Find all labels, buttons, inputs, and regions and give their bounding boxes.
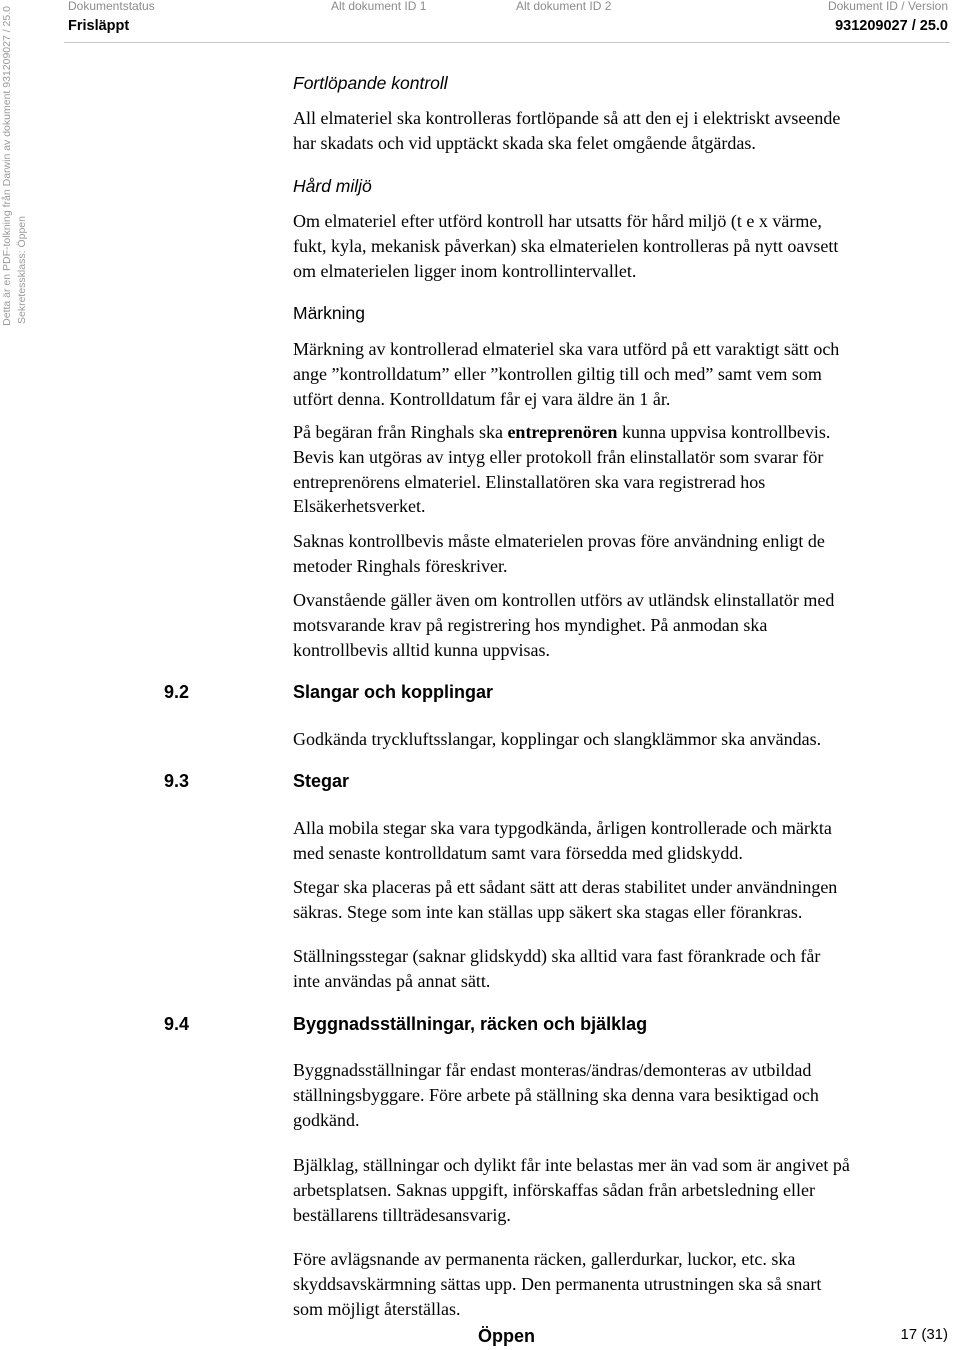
- paragraph-9-4-2: [293, 1153, 953, 1227]
- doc-id-label: Dokument ID / Version: [827, 0, 948, 13]
- paragraph-markning-3: [293, 529, 953, 579]
- section-title-9-2: Slangar och kopplingar: [293, 682, 494, 702]
- doc-id-value: 931209027 / 25.0: [835, 18, 948, 34]
- text-line: Godkända tryckluftsslangar, kopplingar och slangklämmor ska användas.: [293, 729, 822, 749]
- emphasis-entreprenoren: entreprenören: [507, 422, 618, 442]
- section-number-9-2: 9.2: [164, 682, 190, 702]
- text-line: om elmaterielen ligger inom kontrollintervallet.: [293, 260, 637, 281]
- subheading-fortlopande: Fortlöpande kontroll: [293, 73, 448, 93]
- section-number-9-4: 9.4: [164, 1014, 190, 1034]
- paragraph-markning-2: [293, 420, 953, 519]
- text-line: Ställningsstegar (saknar glidskydd) ska alltid vara fast förankrade och får: [293, 946, 821, 966]
- alt-id-2-label: Alt dokument ID 2: [516, 0, 612, 13]
- section-title-9-4: Byggnadsställningar, räcken och bjälklag: [293, 1014, 648, 1034]
- text-line: Byggnadsställningar får endast monteras/ändras/demonteras av utbildad: [293, 1060, 812, 1080]
- paragraph-markning-4: [293, 588, 953, 662]
- paragraph-9-3-1: [293, 816, 953, 866]
- subheading-hard-miljo: Hård miljö: [293, 176, 372, 196]
- text-line: Elsäkerhetsverket.: [293, 496, 426, 517]
- text-line: har skadats och vid upptäckt skada ska felet omgående åtgärdas.: [293, 132, 756, 153]
- text-line: ställningsbyggare. Före arbete på ställning ska denna vara besiktigad och: [293, 1084, 819, 1105]
- section-title-9-3: Stegar: [293, 771, 350, 791]
- text-line: Om elmateriel efter utförd kontroll har utsatts för hård miljö (t e x värme,: [293, 211, 822, 231]
- text-line: motsvarande krav på registrering hos myndighet. På anmodan ska: [293, 614, 768, 635]
- text-line: ange ”kontrolldatum” eller ”kontrollen giltig till och med” samt vem som: [293, 363, 822, 384]
- text-line: Bjälklag, ställningar och dylikt får inte belastas mer än vad som är angivet på: [293, 1155, 850, 1175]
- text-line: säkras. Stege som inte kan ställas upp säkert ska stagas eller förankras.: [293, 901, 803, 922]
- text-line: All elmateriel ska kontrolleras fortlöpande så att den ej i elektriskt avseende: [293, 108, 841, 128]
- side-text-classification: [16, 6, 28, 324]
- text-line: Före avlägsnande av permanenta räcken, gallerdurkar, luckor, etc. ska: [293, 1249, 796, 1269]
- status-label: Dokumentstatus: [68, 0, 155, 13]
- alt-id-1-label: Alt dokument ID 1: [331, 0, 427, 13]
- paragraph-9-2: [293, 727, 953, 752]
- text-run: kunna uppvisa kontrollbevis.: [617, 422, 831, 442]
- text-line: Stegar ska placeras på ett sådant sätt att deras stabilitet under användningen: [293, 877, 838, 897]
- text-line: som möjligt återställas.: [293, 1298, 461, 1319]
- text-line: Ovanstående gäller även om kontrollen utförs av utländsk elinstallatör med: [293, 590, 835, 610]
- side-text-source: Detta är en PDF-tolkning från Darwin av dokument 931209027 / 25.0: [1, 6, 13, 326]
- status-value: Frisläppt: [68, 18, 130, 34]
- page-number: 17 (31): [900, 1326, 948, 1343]
- text-line: Märkning av kontrollerad elmateriel ska vara utförd på ett varaktigt sätt och: [293, 339, 840, 359]
- section-number-9-3: 9.3: [164, 771, 190, 791]
- paragraph-markning-1: [293, 337, 953, 411]
- text-line: [293, 420, 953, 445]
- text-run: På begäran från Ringhals ska: [293, 422, 508, 442]
- text-line: Bevis kan utgöras av intyg eller protokoll från elinstallatör som svarar för: [293, 446, 824, 467]
- paragraph-9-3-2: [293, 875, 953, 925]
- text-line: Alla mobila stegar ska vara typgodkända, årligen kontrollerade och märkta: [293, 818, 832, 838]
- header-divider: [64, 42, 950, 43]
- paragraph-fortlopande: [293, 106, 953, 156]
- paragraph-hard-miljo: [293, 209, 953, 283]
- side-text-classification-label: Sekretessklass: Öppen: [16, 216, 28, 324]
- text-line: fukt, kyla, mekanisk påverkan) ska elmaterielen kontrolleras på nytt oavsett: [293, 235, 839, 256]
- text-line: godkänd.: [293, 1109, 360, 1130]
- paragraph-9-4-3: [293, 1247, 953, 1321]
- footer-classification: Öppen: [478, 1326, 535, 1346]
- text-line: entreprenörens elmateriel. Elinstallatören ska vara registrerad hos: [293, 471, 766, 492]
- text-line: inte användas på annat sätt.: [293, 970, 491, 991]
- text-line: med senaste kontrolldatum samt vara försedda med glidskydd.: [293, 842, 743, 863]
- text-line: skyddsavskärmning sättas upp. Den permanenta utrustningen ska så snart: [293, 1273, 822, 1294]
- paragraph-9-3-3: [293, 944, 953, 994]
- text-line: beställarens tillträdesansvarig.: [293, 1204, 511, 1225]
- subheading-markning: Märkning: [293, 303, 365, 323]
- text-line: utfört denna. Kontrolldatum får ej vara äldre än 1 år.: [293, 388, 671, 409]
- text-line: kontrollbevis alltid kunna uppvisas.: [293, 639, 550, 660]
- side-watermark: [1, 6, 31, 336]
- text-line: metoder Ringhals föreskriver.: [293, 555, 508, 576]
- text-line: Saknas kontrollbevis måste elmaterielen provas före användning enligt de: [293, 531, 825, 551]
- paragraph-9-4-1: [293, 1058, 953, 1132]
- text-line: arbetsplatsen. Saknas uppgift, införskaffas sådan från arbetsledning eller: [293, 1179, 815, 1200]
